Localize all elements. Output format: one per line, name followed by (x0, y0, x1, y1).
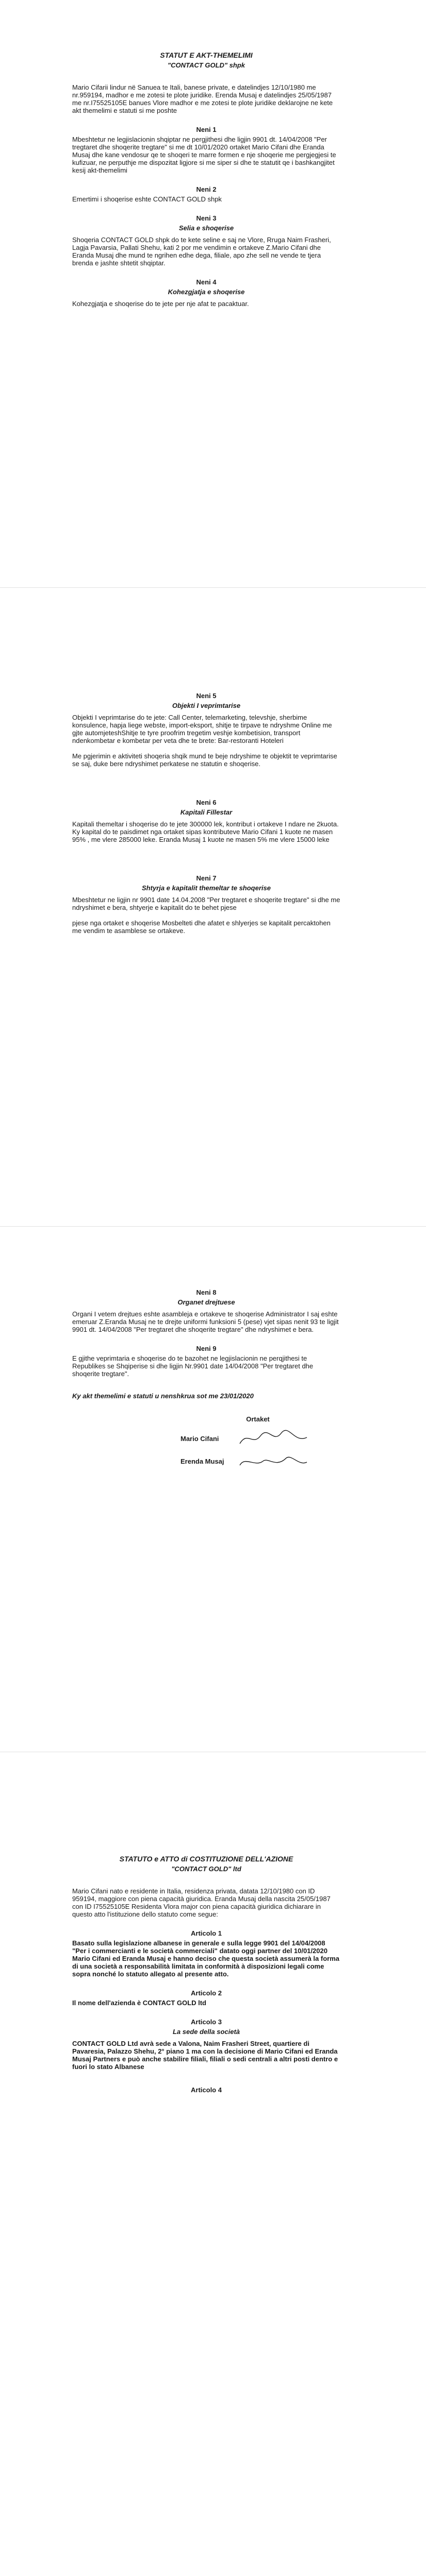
page-albanian-1 (0, 0, 426, 587)
article-body: Il nome dell'azienda è CONTACT GOLD ltd (72, 1999, 206, 2007)
article-subtitle: Kapitali Fillestar (180, 808, 233, 816)
albanian-content-part3 (72, 1247, 340, 1472)
document-subtitle-albanian: "CONTACT GOLD" shpk (167, 61, 245, 69)
article-subtitle: Objekti I veprimtarise (172, 702, 241, 709)
article-body: Emertimi i shoqerise eshte CONTACT GOLD shpk (72, 195, 222, 203)
article-subtitle: Selia e shoqerise (178, 224, 234, 232)
article-heading: Articolo 4 (191, 2086, 222, 2094)
article-body: Kapitali themeltar i shoqerise do te jete 300000 lek, kontribut i ortakeve I ndare ne 2kuota. Ky kapital do te paisdimet nga ortaket sipas kontributeve Mario Cifani 1 kuote ne masen 95% , me vlere 285000 leke. Eranda Musaj 1 kuote ne masen 5% me vlere 15000 leke (72, 820, 339, 843)
article-body: Basato sulla legislazione albanese in generale e sulla legge 9901 del 14/04/2008 "Per i commercianti e le società commerciali" datato oggi partner del 10/01/2020 Mario Cifani ed Eranda Musaj e hanno deciso che questa società assumerà la forma di una società a responsabilità limitata in conformità à disposizioni legali come sopra nonché lo statuto allegato al presente atto. (72, 1939, 340, 1978)
signer-name: Erenda Musaj (181, 1457, 224, 1465)
article-body: CONTACT GOLD Ltd avrà sede a Valona, Naim Frasheri Street, quartiere di Pavaresia, Palazzo Shehu, 2° piano 1 ma con la decisione di Mario Cifani ed Eranda Musaj Partners e può anche stabilire filiali, filiali o sedi centrali a altri posti dentro e fuori lo stato Albanese (72, 2040, 338, 2071)
handwritten-signature-icon (237, 1428, 309, 1449)
article-heading: Neni 7 (196, 874, 217, 882)
article-heading: Articolo 2 (191, 1989, 222, 1997)
article-body: Kohezgjatja e shoqerise do te jete per nje afat te pacaktuar. (72, 300, 249, 308)
signature-label: Ortaket (246, 1415, 270, 1423)
article-subtitle: Shtyrja e kapitalit themeltar te shoqerise (142, 884, 271, 892)
page-albanian-3 (0, 1226, 426, 1752)
article-body: Organi I vetem drejtues eshte asambleja e ortakeve te shoqerise Administrator I saj eshte emeruar Z.Eranda Musaj ne te drejte uniformi funksioni 5 (pese) vjet sipas nenit 93 te ligjit 9901 dt. 14/04/2008 "Per tregtaret dhe shoqerite tregtare" dhe ndryshimet e bera. (72, 1310, 339, 1333)
article-heading: Articolo 1 (191, 1929, 222, 1937)
intro-paragraph-albanian: Mario Cifarii lindur në Sanuea te Itali, banese private, e datelindjes 12/10/1980 me nr.959194, madhor e me zotesi te plote juridike. Erenda Musaj e datelindjes 25/05/1987 me nr.I75525105E banues Vlore madhor e me zotesi te plote juridike deklarojne ne kete akt themelimi e statuti si me poshte (72, 83, 333, 114)
closing-statement-albanian: Ky akt themelimi e statuti u nenshkrua sot me 23/01/2020 (72, 1392, 254, 1400)
article-heading: Articolo 3 (191, 2018, 222, 2026)
albanian-content-part2 (72, 681, 340, 938)
article-subtitle: Kohezgjatja e shoqerise (168, 288, 245, 296)
document-subtitle-italian: "CONTACT GOLD" ltd (171, 1865, 241, 1873)
article-subtitle: La sede della società (172, 2028, 240, 2036)
signature-row (181, 1427, 335, 1450)
article-body: Shoqeria CONTACT GOLD shpk do te kete seline e saj ne Vlore, Rruga Naim Frasheri, Lagja Pavarsia, Pallati Shehu, kati 2 por me vendimin e ortakeve Z.Mario Cifani dhe Eranda Musaj dhe mund te ngrihen edhe dega, filiale, apo zhe sell ne vende te tjera brenda e jashte shtetit shqiptar. (72, 236, 331, 267)
article-body: E gjithe veprimtaria e shoqerise do te bazohet ne legjislacionin ne perqjithesi te Republikes se Shqiperise si dhe ligjin Nr.9901 date 14/04/2008 "Per tregtaret dhe shoqerite tregtare". (72, 1354, 314, 1378)
handwritten-signature-icon (237, 1451, 309, 1471)
intro-paragraph-italian: Mario Cifani nato e residente in Italia, residenza privata, datata 12/10/1980 con ID 959194, maggiore con piena capacità giuridica. Eranda Musaj della nascita 25/05/1987 con ID I75525105E Residenta Vlora major con piena capacità giuridica dichiarare in questo atto l'istituzione dello statuto come segue: (72, 1887, 331, 1918)
article-body: Objekti I veprimtarise do te jete: Call Center, telemarketing, televshje, sherbime konsulence, hapja liege webste, import-eksport, shitje te tirpave te ndryshme Online me gjte automjeteshShitje te tyre proofrim tregetim veshje kombetision, transport ndenkombetar e kombetar per veta dhe te brete: Bar-restoranti Hoteleri Me pgjerimin e aktiviteti shoqeria shqik mund te beje ndryshime te objektit te veprimtarise se saj, duke bere ndryshimet perkatese ne statutin e shoqerise. (72, 714, 337, 768)
article-body: Mbeshtetur ne legjislacionin shqiptar ne pergjithesi dhe ligjin 9901 dt. 14/04/2008 "Per tregtaret dhe shoqerite tregtare" si me dt 10/01/2020 ortaket Mario Cifani dhe Eranda Musaj dhe kane vendosur qe te shoqeri te marre formen e nje shoqerie me pergjegjesi te kufizuar, ne perputhje me dispozitat ligjore si me siper si dhe te statutit qe i bashkangjitet kesij akt-themelimi (72, 135, 336, 174)
article-heading: Neni 8 (196, 1289, 217, 1296)
article-subtitle: Organet drejtuese (177, 1298, 235, 1306)
signer-name: Mario Cifani (181, 1434, 219, 1443)
page-albanian-2 (0, 587, 426, 1227)
document-title-albanian: STATUT E AKT-THEMELIMI (160, 51, 253, 59)
article-heading: Neni 4 (196, 278, 217, 286)
signature-block-albanian (181, 1415, 335, 1472)
article-heading: Neni 9 (196, 1345, 217, 1352)
article-heading: Neni 5 (196, 692, 217, 700)
article-body: Mbeshtetur ne ligjin nr 9901 date 14.04.2008 "Per tregtaret e shoqerite tregtare" si dhe me ndryshimet e bera, shtyerje e kapitalit do te behet pjese pjese nga ortaket e shoqerise Mosbelteti dhe afatet e shlyerjes se kapitalit percaktohen me vendim te asamblese se ortakeve. (72, 896, 340, 935)
signature-row (181, 1450, 335, 1472)
page-italian-1 (0, 1752, 426, 2576)
article-heading: Neni 6 (196, 799, 217, 806)
albanian-content-part1 (72, 52, 340, 311)
italian-content-part1 (72, 1855, 340, 2096)
article-heading: Neni 1 (196, 126, 217, 133)
article-heading: Neni 3 (196, 214, 217, 222)
article-heading: Neni 2 (196, 185, 217, 193)
document-title-italian: STATUTO e ATTO di COSTITUZIONE DELL'AZIONE (119, 1855, 293, 1863)
